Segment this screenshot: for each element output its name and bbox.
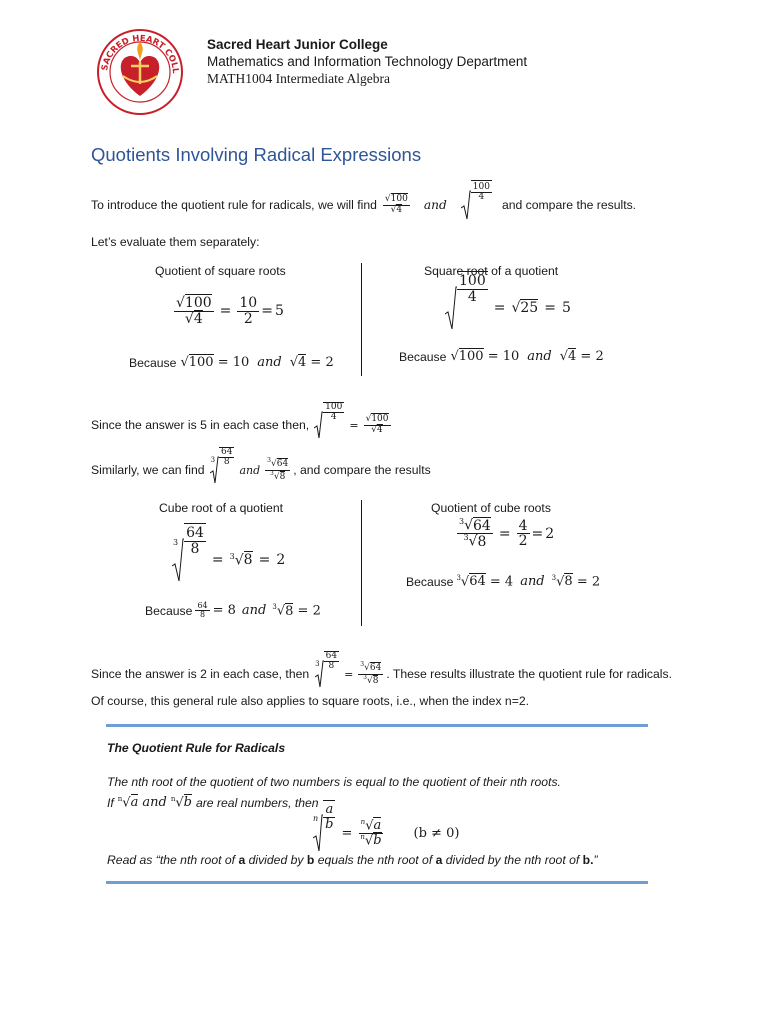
svg-text:SACRED HEART COLLEGE: SACRED HEART COLL: [100, 33, 181, 74]
cube-right-because: Because $^3$√64 = 4 and $^3$√8 = 2: [406, 574, 601, 590]
radical-sign-icon: [461, 190, 471, 220]
rule-line-1: The nth root of the quotient of two numbers is equal to the quotient of their nth roots.: [107, 775, 561, 789]
rule-heading: The Quotient Rule for Radicals: [107, 741, 286, 755]
rule-bottom-bar: [106, 881, 648, 884]
intro-radical-right: $\frac{100}{4}$: [461, 190, 492, 220]
since-line-2: Since the answer is 2 in each case, then 3 $\frac{64}{8}$ = $\frac{^3√64}{^3√8}$ . These results illustrate the quotient rule for radicals.: [91, 660, 672, 688]
quotient-rule-formula: n $\frac{a}{b}$ = $\frac{^n√a}{^n√b}$ (b ≠ 0): [313, 814, 459, 852]
right-heading-square: Square root of a quotient: [424, 264, 559, 278]
square-right-equation: $\frac{100}{4}$ = √25 = 5: [445, 286, 571, 330]
divider-cube: [361, 500, 362, 626]
college-seal-icon: [95, 26, 185, 116]
square-right-because: Because √100 = 10 and √4 = 2: [399, 349, 604, 364]
college-name: Sacred Heart Junior College: [207, 37, 388, 52]
divider-square: [361, 263, 362, 376]
left-heading-square: Quotient of square roots: [155, 264, 286, 278]
similarly-line: Similarly, we can find 3 $\frac{64}{8}$ and $\frac{^3√64}{^3√8}$ , and compare the results: [91, 456, 431, 484]
cube-radical-sign-icon: [210, 456, 219, 484]
fraction-10-over-2: $\frac{10}{2}$: [239, 295, 258, 327]
since-line-1: Since the answer is 5 in each case then, $\frac{100}{4}$ = $\frac{√100}{√4}$: [91, 411, 391, 439]
intro-and: and: [423, 198, 447, 212]
of-course-line: Of course, this general rule also applies to square roots, i.e., when the index n=2.: [91, 694, 529, 708]
right-heading-cube: Quotient of cube roots: [431, 501, 551, 515]
cube-left-equation: 3 $\frac{64}{8}$ = $^3$√8 = 2: [173, 538, 285, 582]
cube-radical-sign-icon: [172, 538, 184, 582]
cube-radical-sign-icon: [315, 660, 324, 688]
course-name: MATH1004 Intermediate Algebra: [207, 71, 390, 86]
rule-condition: (b ≠ 0): [413, 825, 460, 841]
left-heading-cube: Cube root of a quotient: [159, 501, 283, 515]
square-left-because: Because √100 = 10 and √4 = 2: [129, 355, 334, 370]
square-left-equation: $\frac{√100}{√4}$ = $\frac{10}{2}$ = 5: [176, 295, 284, 327]
fraction-sqrt100-over-sqrt4: $\frac{√100}{√4}$: [176, 295, 212, 327]
college-logo: [95, 26, 185, 116]
rule-read-as: Read as “the nth root of a divided by b equals the nth root of a divided by the nth root of b.”: [107, 853, 598, 867]
radical-sign-icon: [314, 411, 323, 439]
cube-right-equation: $\frac{^3√64}{^3√8}$ = $\frac{4}{2}$ = 2: [459, 517, 555, 550]
intro-text-after: and compare the results.: [501, 198, 637, 212]
cube-left-because: Because $\frac{64}{8}$ = 8 and $^3$√8 = 2: [145, 601, 321, 620]
intro-text-before: To introduce the quotient rule for radicals, we will find: [91, 198, 377, 212]
evaluate-line: Let’s evaluate them separately:: [91, 235, 260, 249]
intro-fraction-left: $\frac{√100}{√4}$: [384, 194, 408, 215]
rule-line-2: If $^n$√a and $^n$√b are real numbers, then: [107, 795, 319, 811]
department-name: Mathematics and Information Technology Department: [207, 54, 528, 69]
nth-radical-sign-icon: [313, 814, 323, 852]
page-title: Quotients Involving Radical Expressions: [91, 144, 422, 165]
intro-line: [91, 181, 637, 220]
rule-top-bar: [106, 724, 648, 727]
radical-sign-icon: [445, 286, 457, 330]
